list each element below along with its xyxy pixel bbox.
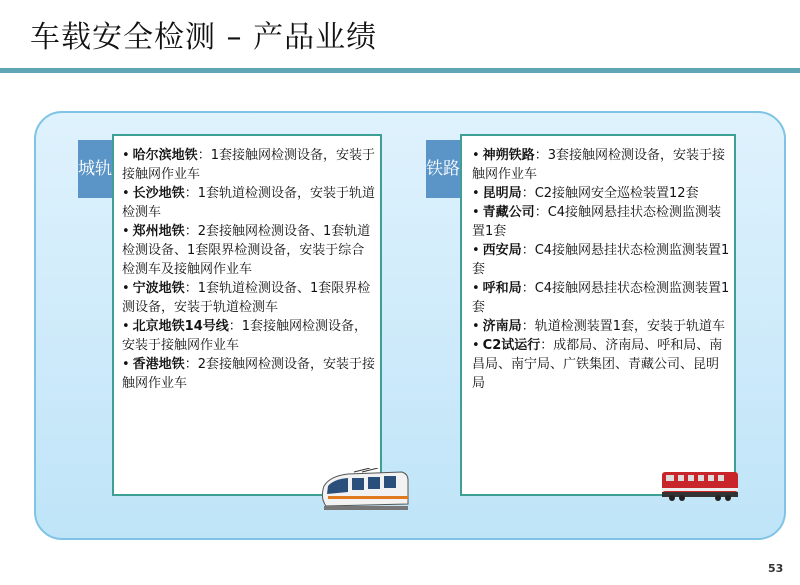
title-divider (0, 68, 800, 73)
railway-tag: 铁路 (426, 140, 460, 198)
list-item: • 香港地铁：2套接触网检测设备，安装于接触网作业车 (122, 357, 375, 391)
list-item: • 西安局：C4接触网悬挂状态检测监测装置1套 (472, 243, 730, 277)
list-item: • 济南局：轨道检测装置1套，安装于轨道车 (472, 319, 725, 334)
list-item: • 呼和局：C4接触网悬挂状态检测监测装置1套 (472, 281, 730, 315)
list-item: • 郑州地铁：2套接触网检测设备、1套轨道检测设备、1套限界检测设备，安装于综合检测车及接触网作业车 (122, 224, 371, 277)
list-item: • 长沙地铁：1套轨道检测设备，安装于轨道检测车 (122, 186, 375, 220)
list-item: • 神朔铁路：3套接触网检测设备，安装于接触网作业车 (472, 148, 725, 182)
list-item: • 哈尔滨地铁：1套接触网检测设备，安装于接触网作业车 (122, 148, 375, 182)
list-item: • 宁波地铁：1套轨道检测设备、1套限界检测设备，安装于轨道检测车 (122, 281, 371, 315)
urban-rail-tag: 城轨 (78, 140, 112, 198)
railway-list (472, 146, 730, 393)
urban-rail-list (122, 146, 376, 393)
locomotive-icon (660, 466, 740, 502)
urban-rail-card (112, 134, 382, 496)
railway-card (460, 134, 736, 496)
page-number: 53 (768, 562, 784, 575)
page-title: 车载安全检测 – 产品业绩 (30, 20, 378, 55)
list-item: • 北京地铁14号线：1套接触网检测设备，安装于接触网作业车 (122, 319, 368, 353)
list-item: • 昆明局：C2接触网安全巡检装置12套 (472, 186, 699, 201)
tram-icon (318, 468, 410, 514)
list-item: • 青藏公司：C4接触网悬挂状态检测监测装置1套 (472, 205, 722, 239)
list-item: • C2试运行：成都局、济南局、呼和局、南昌局、南宁局、广铁集团、青藏公司、昆明局 (472, 338, 723, 391)
